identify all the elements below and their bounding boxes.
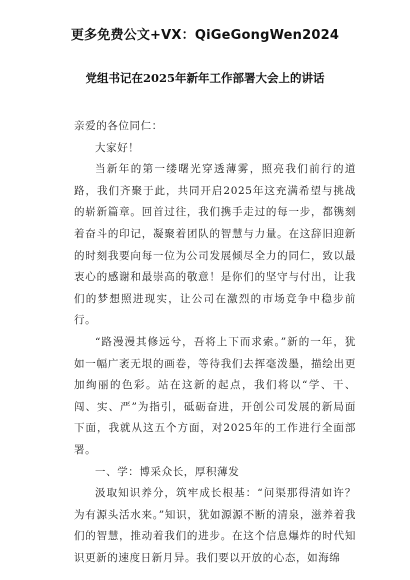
document-body [74, 116, 356, 569]
document-title: 党组书记在2025年新年工作部署大会上的讲话 [85, 71, 325, 85]
greeting: 大家好！ [95, 141, 140, 154]
body-paragraph: 当新年的第一缕曙光穿透薄雾，照亮我们前行的道路，我们齐聚于此，共同开启2025年这充满希望与挑战的崭新篇章。回首过往，我们携手走过的每一步，都镌刻着奋斗的印记，凝聚着团队的智慧与力量。在这辞旧迎新的时刻我要向每一位为公司发展倾尽全力的同仁，致以最衷心的感谢和最崇高的敬意！是你们的坚守与付出，让我们的梦想照进现实，让公司在激烈的市场竞争中稳步前行。 [74, 163, 356, 327]
salutation: 亲爱的各位同仁： [74, 120, 163, 132]
section-heading: 一、学：博采众长，厚积薄发 [95, 465, 240, 478]
body-paragraph: 汲取知识养分，筑牢成长根基：“问渠那得清如许？为有源头活水来。”知识，犹如源源不断的清泉，滋养着我们的智慧，推动着我们的进步。在这个信息爆炸的时代知识更新的速度日新月异。我们要以开放的心态，如海绵 [74, 487, 356, 564]
body-paragraph: “路漫漫其修远兮，吾将上下而求索。”新的一年，犹如一幅广袤无垠的画卷，等待我们去挥毫泼墨，描绘出更加绚丽的色彩。站在这新的起点，我们将以“学、干、闯、实、严”为指引，砥砺奋进，开创公司发展的新局面下面，我就从这五个方面，对2025年的工作进行全面部署。 [74, 335, 356, 456]
promo-header: 更多免费公文+VX：QiGeGongWen2024 [70, 28, 340, 43]
